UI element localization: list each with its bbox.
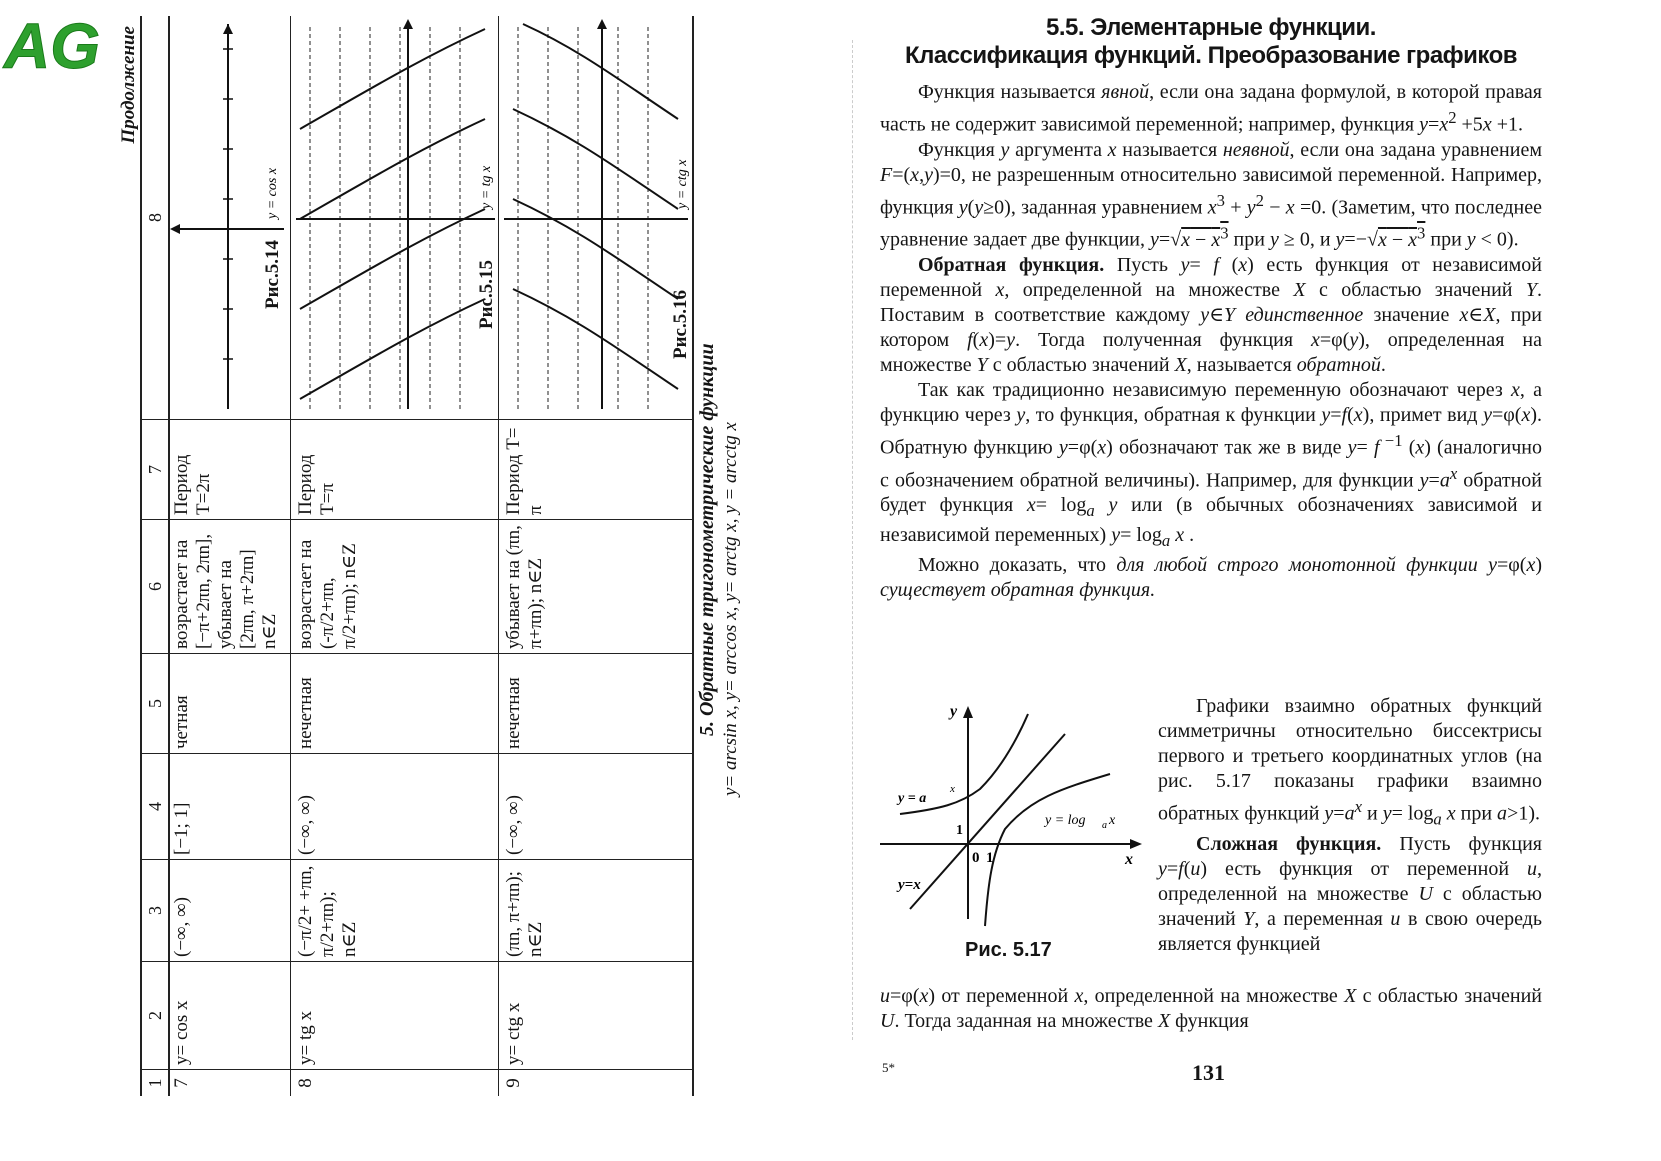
- paragraph-inverse: Обратная функция. Пусть y= f (x) есть функция от независимой переменной x, определенной на множестве X с областью значений Y. Поставим в соответствие каждому y∈Y единственное значение x∈X, при котором f(x)=y. Тогда полученная функция x=φ(y), определенная на множестве Y с областью значений X, называется обратной.: [880, 253, 1542, 376]
- paragraph-notation: Так как традиционно независимую переменную обозначают через x, а функцию через y, то функция, обратная к функции y=f(x), примет вид y=φ(x). Обратную функцию y=φ(x) обозначают так же в виде y= f $^{-1}$ (x) (аналогично с обозначением обратной величины). Например, для функции $y=a^x$ обратной будет функция $x= \log_a y$ или (в обычных обозначениях зависимой и независимой переменных) $y= \log_a x$ .: [880, 378, 1543, 551]
- range-cell: (−∞, ∞): [498, 754, 692, 860]
- graph-cell: [498, 16, 692, 420]
- function-cell: y= ctg x: [498, 962, 692, 1070]
- tg-graph: [290, 15, 498, 419]
- parity-cell: нечетная: [290, 654, 498, 754]
- range-cell: (−∞, ∞): [290, 754, 498, 860]
- paragraph-symmetric: Графики взаимно обратных функций симметричны относительно биссектрисы первого и третьего координатных углов (на рис. 5.17 показаны графики взаимно обратных функций $y=a^x$ и $y= \log_a x$ при a>1).: [1158, 695, 1542, 829]
- fig17-one: 1: [986, 850, 994, 866]
- fig-caption-5-14: Рис.5.14: [262, 240, 283, 309]
- col-num-8: 8: [142, 16, 168, 420]
- signature-mark: 5*: [882, 1060, 895, 1075]
- parity-cell: нечетная: [498, 654, 692, 754]
- col-num-2: 2: [142, 962, 168, 1070]
- fig17-log-arg: x: [1109, 813, 1116, 828]
- page-spine: [852, 40, 854, 1040]
- function-cell: y= cos x: [166, 962, 290, 1070]
- tg-graph-label: y = tg x: [479, 165, 494, 209]
- ctg-graph-label: y = ctg x: [675, 159, 690, 209]
- period-cell: Период T=π: [290, 420, 498, 520]
- col-num-3: 3: [142, 860, 168, 962]
- section-title-line1: 5.5. Элементарные функции.: [1046, 14, 1376, 41]
- function-cell: y= tg x: [290, 962, 498, 1070]
- domain-cell: (πn, π+πn); n∈Z: [498, 860, 692, 962]
- fig17-y-label: y: [950, 703, 958, 720]
- paragraph-composite-cont: u=φ(x) от переменной x, определенной на множестве X с областью значений U. Тогда заданная на множестве X функция: [880, 985, 1542, 1032]
- fig17-one-y: 1: [956, 823, 963, 838]
- graph-cell: [290, 16, 498, 420]
- cos-graph-label: y = cos x: [265, 167, 280, 219]
- fig17-x-label: x: [1125, 851, 1133, 868]
- fig-caption-5-15: Рис.5.15: [476, 260, 497, 329]
- col-num-7: 7: [142, 420, 168, 520]
- row-number: 7: [171, 1078, 192, 1088]
- fig17-ax-exponent: x: [950, 783, 955, 795]
- row-number: 8: [295, 1078, 316, 1088]
- period-cell: Период T=2π: [166, 420, 290, 520]
- section-5-title: 5. Обратные тригонометрические функции: [696, 343, 718, 736]
- range-cell: [−1; 1]: [166, 754, 290, 860]
- bottom-text-block: [880, 984, 1542, 1034]
- cos-graph: [166, 15, 290, 419]
- paragraph-implicit: Функция y аргумента x называется неявной, если она задана уравнением F=(x,y)=0, не разрешенным относительно зависимой переменной. Например, функция y(y≥0), заданная уравнением $x^3 + y^2 - x =0$. (Заметим, что последнее уравнение задает две функции, $y=√x - x^3$ при y ≥ 0, и $y=-√x - x^3$ при y < 0).: [880, 138, 1543, 251]
- col-num-6: 6: [142, 520, 168, 654]
- paragraph-composite: Сложная функция. Пусть функция y=f(u) есть функция от переменной u, определенной на множестве U с областью значений Y, а переменная u в свою очередь является функцией: [1158, 832, 1543, 955]
- monotonic-cell: возрастает на [−π+2πn, 2πn], убывает на [2πn, π+2πn] n∈Z: [166, 520, 290, 654]
- continuation-label: Продолжение: [118, 26, 139, 144]
- period-cell: Период T= π: [498, 420, 692, 520]
- figure-5-17: [880, 694, 1150, 954]
- fig17-ax-label: y = a: [898, 791, 927, 806]
- section-title: [880, 14, 1542, 70]
- parity-cell: четная: [166, 654, 290, 754]
- col-num-4: 4: [142, 754, 168, 860]
- fig17-log-base: a: [1102, 820, 1107, 831]
- col-num-5: 5: [142, 654, 168, 754]
- table-row-cos: [166, 16, 291, 1096]
- svg-text:AG: AG: [4, 10, 100, 82]
- figure-5-17-caption: Рис. 5.17: [965, 939, 1052, 961]
- col-num-1: 1: [145, 1078, 165, 1088]
- fig17-log-label: y = log: [1045, 813, 1086, 828]
- graph-cell: [166, 16, 290, 420]
- monotonic-cell: убывает на (πn, π+πn); n∈Z: [498, 520, 692, 654]
- page-number: 131: [1192, 1060, 1225, 1085]
- domain-cell: (−π/2+ +πn, π/2+πn); n∈Z: [290, 860, 498, 962]
- paragraph-explicit: Функция называется явной, если она задана формулой, в которой правая часть не содержит зависимой переменной; например, функция $y=x^2 +5x +1$.: [880, 81, 1542, 136]
- row-number: 9: [503, 1078, 524, 1088]
- ctg-graph: [498, 15, 692, 419]
- domain-cell: (−∞, ∞): [166, 860, 290, 962]
- right-page: [880, 14, 1543, 1032]
- section-5-formula: y= arcsin x, y= arccos x, y= arctg x, y = arcctg x: [720, 422, 741, 796]
- fig17-zero: 0: [972, 850, 980, 866]
- table-row-ctg: [498, 16, 694, 1096]
- table-row-tg: [290, 16, 499, 1096]
- left-page: [118, 16, 838, 1096]
- fig-caption-5-16: Рис.5.16: [670, 290, 691, 359]
- paragraph-monotonic: Можно доказать, что для любой строго монотонной функции y=φ(x) существует обратная функция.: [880, 554, 1542, 602]
- monotonic-cell: возрастает на (-π/2+πn, π/2+πn); n∈Z: [290, 520, 498, 654]
- side-text-block: [1158, 694, 1542, 957]
- fig17-yx-label: y=x: [898, 877, 921, 893]
- section-title-line2: Классификация функций. Преобразование графиков: [904, 42, 1518, 69]
- ag-logo: [2, 2, 100, 84]
